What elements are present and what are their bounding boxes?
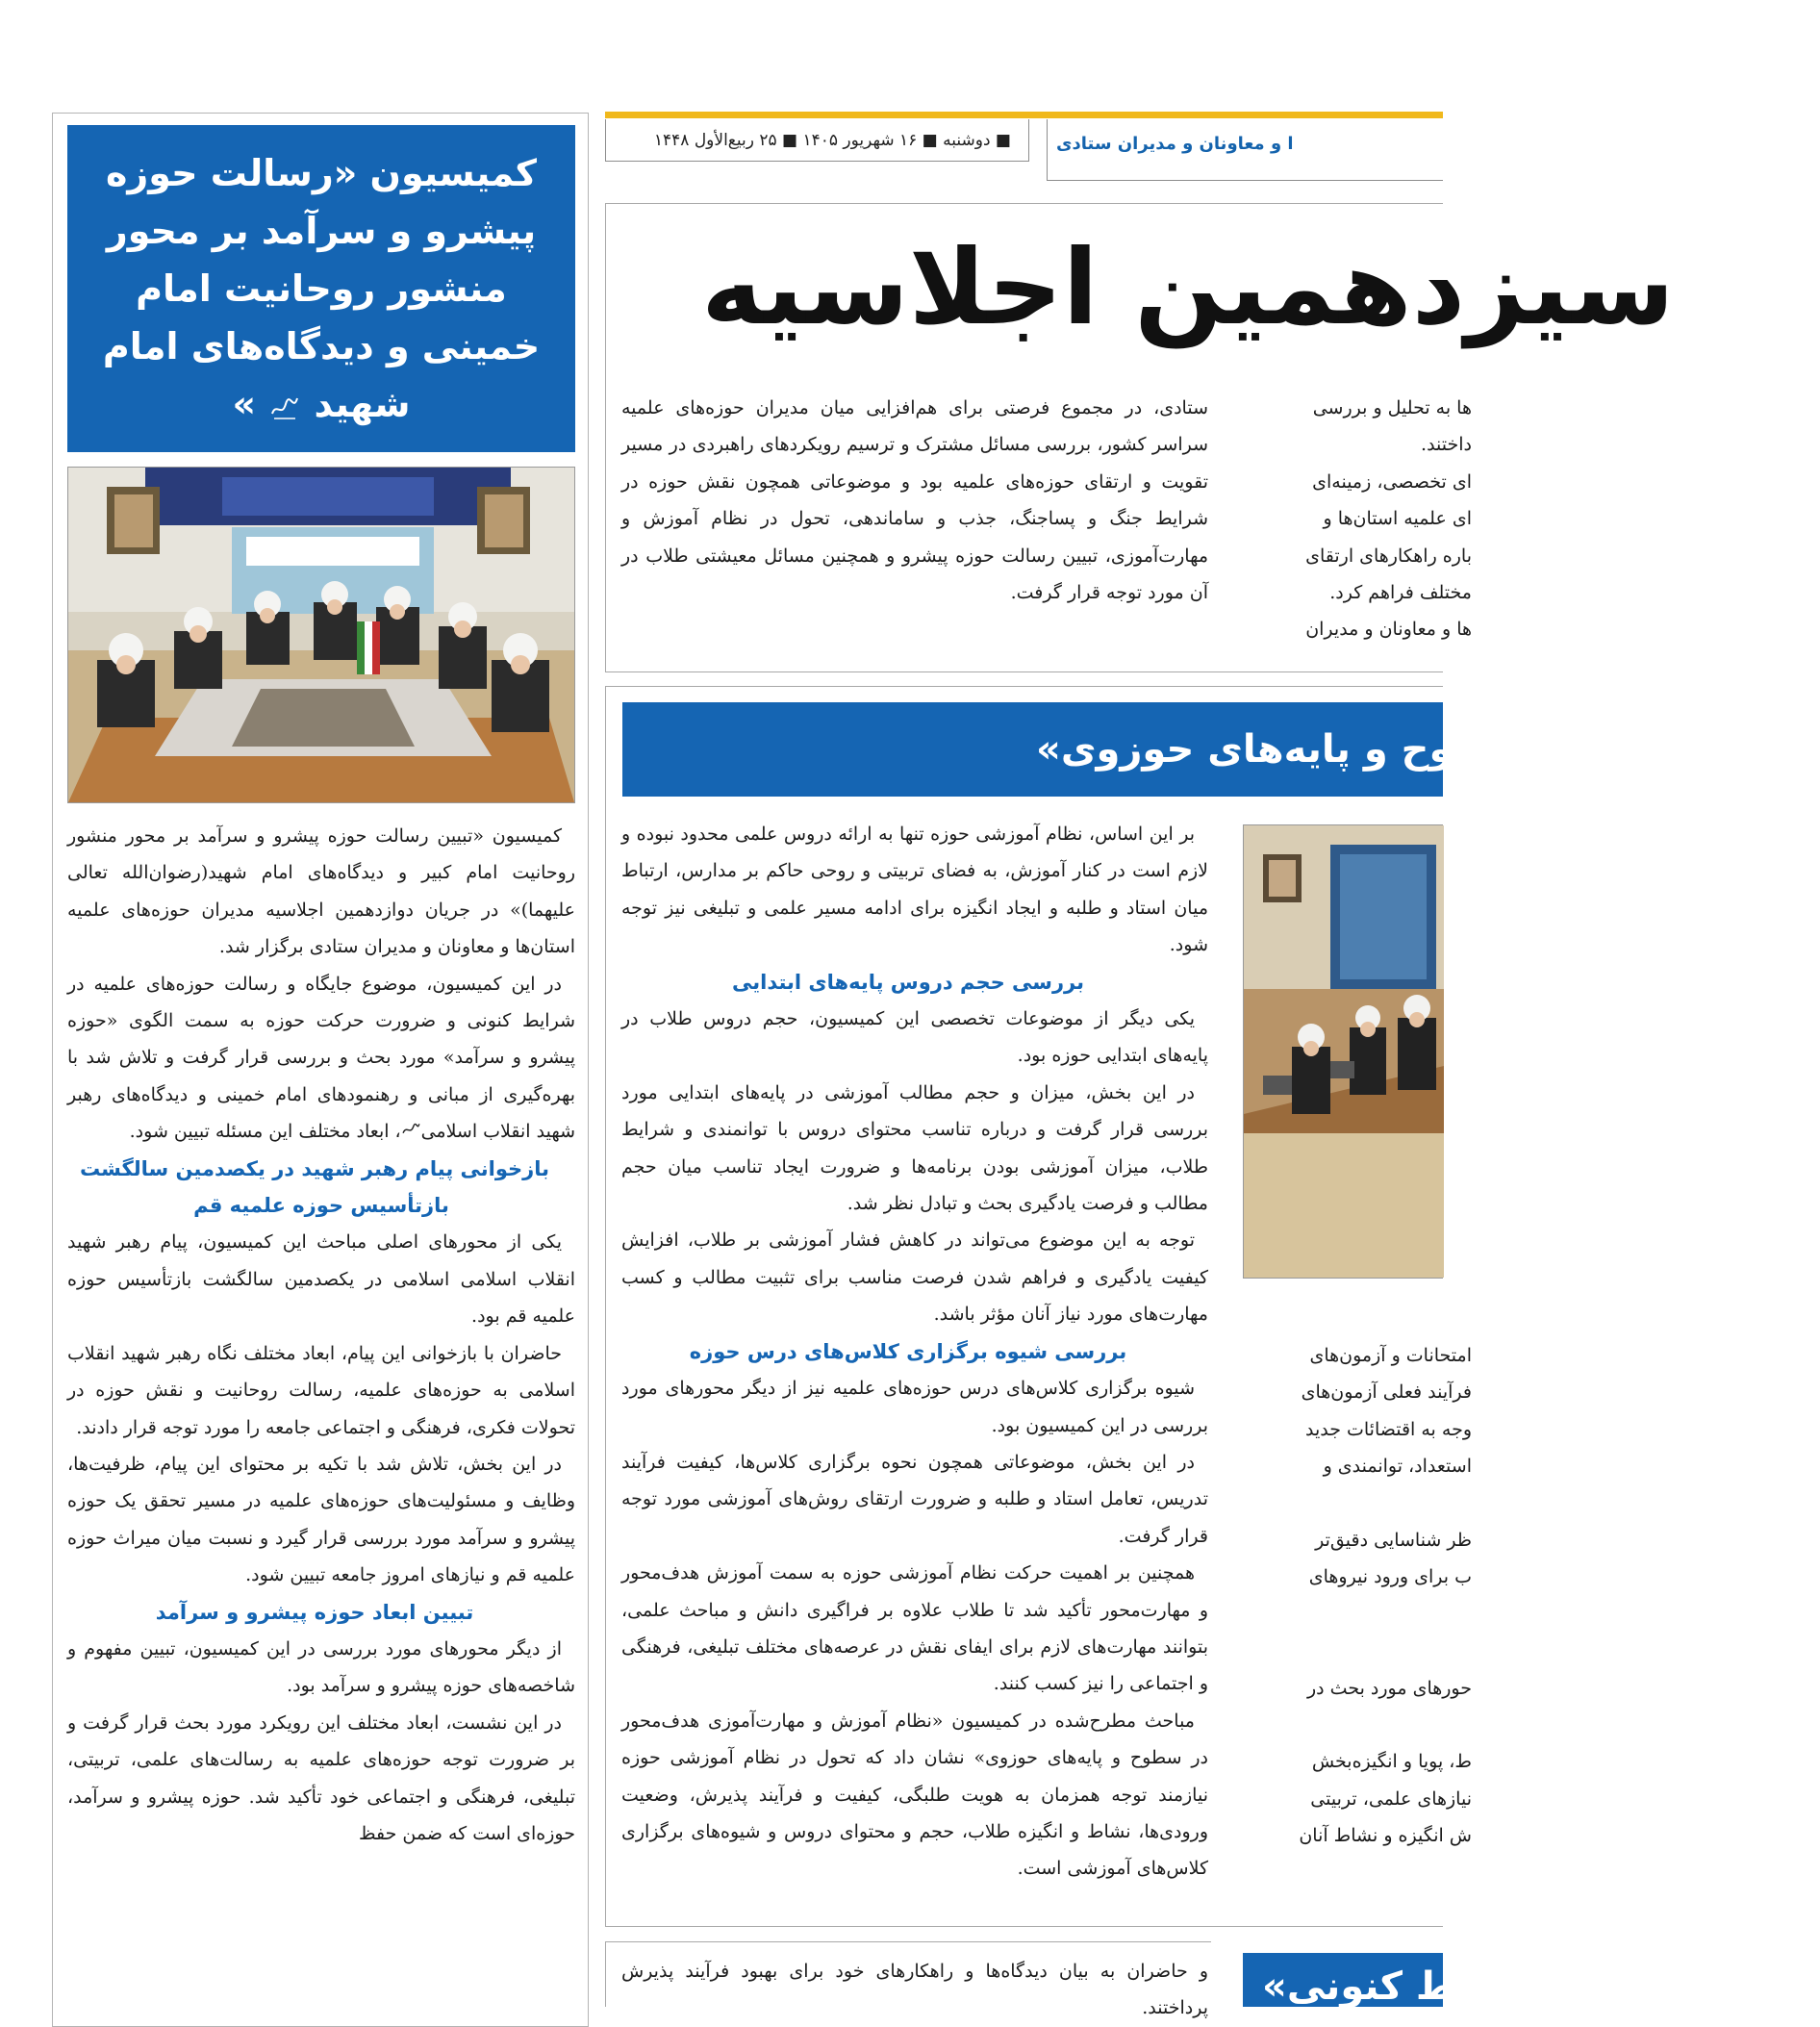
section-2-subhead: بررسی شیوه برگزاری کلاس‌های درس حوزه [689,1339,1127,1363]
meeting-photo-right [1243,824,1443,1279]
bottom-paragraph-wrap [621,1953,1208,2019]
commission-title-end: » [232,383,257,425]
left-paragraph-text: در این کمیسیون، موضوع جایگاه و رسالت حوزه‌های علمیه در شرایط کنونی و ضرورت حرکت حوزه به سمت الگوی «حوزه پیشرو و سرآمد» مورد بحث و بررسی قرار گرفت و تلاش شد با بهره‌گیری از مبانی و رهنمودهای امام خمینی و دیدگاه‌های رهبر شهید انقلاب اسلامی [67,973,575,1143]
section-2-middle-column [621,816,1208,1893]
right-line: باره راهکارهای ارتقای [1305,545,1472,567]
right-line: ای علمیه استان‌ها و [1323,508,1472,530]
section-2-banner [622,702,1554,797]
top-accent-rule [605,112,1443,118]
headline [605,216,1675,361]
honorific-calligraphy-icon [268,393,301,421]
meeting-photo-left-drawing [68,468,574,802]
right-line: حورهای مورد بحث در [1306,1677,1472,1699]
left-article-body [67,818,575,2007]
section-2-subhead: بررسی حجم دروس پایه‌های ابتدایی [731,970,1084,994]
section-2-paragraph: بر این اساس، نظام آموزشی حوزه تنها به ارائه دروس علمی محدود نبوده و لازم است در کنار آموزش، به فضای تربیتی و روحی حاکم بر مدارس، ارتباط میان استاد و طلبه و ایجاد انگیزه برای ادامه مسیر علمی و تبلیغی نیز توجه شود. [621,823,1208,956]
right-line [1241,1596,1472,1633]
section-2-paragraph: شیوه برگزاری کلاس‌های درس حوزه‌های علمیه نیز از دیگر محورهای مورد بررسی در این کمیسیون بود. [621,1378,1208,1436]
bottom-banner-text-wrap [1243,1953,1820,2007]
commission-title-box [67,125,575,452]
right-line [1241,1707,1472,1743]
section-2-banner-text-wrap [622,702,1584,797]
section-2-paragraph: همچنین بر اهمیت حرکت نظام آموزشی حوزه به سمت آموزش هدف‌محور و مهارت‌محور تأکید شد تا طلاب علاوه بر فراگیری دانش و مباحث علمی، بتوانند مهارت‌های لازم برای ایفای نقش در عرصه‌های مختلف تبلیغی، فرهنگی و اجتماعی را نیز کسب کنند. [621,1562,1208,1695]
top-right-column [1241,390,1472,655]
section-2-paragraph: یکی دیگر از موضوعات تخصصی این کمیسیون، حجم دروس طلاب در پایه‌های ابتدایی حوزه بود. [621,1008,1208,1067]
right-line [1241,1485,1472,1522]
left-paragraph: از دیگر محورهای مورد بررسی در این کمیسیون، تبیین مفهوم و شاخصه‌های حوزه پیشرو و سرآمد بود. [67,1637,575,1697]
left-paragraph: در این نشست، ابعاد مختلف این رویکرد مورد بحث قرار گرفت و بر ضرورت توجه حوزه‌های علمیه به رسالت‌های علمی، تربیتی، تبلیغی، فرهنگی و اجتماعی خود تأکید شد. حوزه پیشرو و سرآمد، حوزه‌ای است که ضمن حفظ [67,1711,575,1844]
right-line: ط، پویا و انگیزه‌بخش [1311,1751,1472,1773]
left-paragraph-text: ، ابعاد مختلف این مسئله تبیین شود. [129,1121,401,1143]
left-paragraph: در این بخش، تلاش شد با تکیه بر محتوای این پیام، ظرفیت‌ها، وظایف و مسئولیت‌های حوزه‌های علمیه در مسیر تحقق یک حوزه پیشرو و سرآمد مورد بررسی قرار گیرد و نسبت میان میراث حوزه علمیه قم و نیازهای امروز جامعه تبیین شود. [67,1453,575,1586]
left-paragraph: حاضران با بازخوانی این پیام، ابعاد مختلف نگاه رهبر شهید انقلاب اسلامی به حوزه‌های علمیه، رسالت روحانیت و نقش حوزه در تحولات فکری، فرهنگی و اجتماعی جامعه را مورد توجه قرار دادند. [67,1342,575,1438]
headline-text: سیزدهمین اجلاسیه [701,228,1675,348]
left-paragraph: کمیسیون «تبیین رسالت حوزه پیشرو و سرآمد بر محور منشور روحانیت امام کبیر و دیدگاه‌های امام شهید(رضوان‌الله تعالی علیهما)» در جریان دوازدهمین اجلاسیه مدیران حوزه‌های علمیه استان‌ها و معاونان و مدیران ستادی برگزار شد. [67,825,575,958]
right-line: ها و معاونان و مدیران [1305,619,1472,641]
right-line: ای تخصصی، زمینه‌ای [1312,470,1472,493]
left-subhead: بازخوانی پیام رهبر شهید در یکصدمین سالگشت بازتأسیس حوزه علمیه قم [79,1156,550,1218]
bottom-paragraph: و حاضران به بیان دیدگاه‌ها و راهکارهای خود برای بهبود فرآیند پذیرش پرداختند. [621,1961,1208,2019]
top-middle-column [621,390,1208,655]
section-2-right-column [1241,1337,1472,1857]
section-2-paragraph: توجه به این موضوع می‌تواند در کاهش فشار آموزشی بر طلاب، افزایش کیفیت یادگیری و فراهم شدن فرصت مناسب برای تثبیت مطالب و کسب مهارت‌های مورد نیاز آنان مؤثر باشد. [621,1229,1208,1326]
left-subhead: تبیین ابعاد حوزه پیشرو و سرآمد [155,1600,474,1624]
right-line: ظر شناسایی دقیق‌تر [1315,1530,1472,1552]
meeting-photo-right-drawing [1244,825,1444,1278]
section-2-paragraph: در این بخش، میزان و حجم مطالب آموزشی در پایه‌های ابتدایی مورد بررسی قرار گرفت و درباره تناسب محتوای دروس با توانمندی و شرایط طلاب، میزان آموزشی بودن برنامه‌ها و ضرورت ایجاد تناسب میان حجم مطالب و فرصت یادگیری بحث و تبادل نظر شد. [621,1081,1209,1215]
right-line: وجه به اقتضائات جدید [1304,1418,1472,1440]
seal-emblem-icon [401,1121,421,1137]
section-2-paragraph: مباحث مطرح‌شده در کمیسیون «نظام آموزش و مهارت‌آموزی هدف‌محور در سطوح و پایه‌های حوزوی» نشان داد که تحول در نظام آموزشی حوزه نیازمند توجه همزمان به هویت طلبگی، کیفیت و فرآیند پذیرش، وضعیت ورودی‌ها، نشاط و انگیزه طلاب، حجم و محتوای دروس و شیوه‌های برگزاری کلاس‌های آموزشی است. [621,1710,1208,1880]
date-line: ■ دوشنبه ■ ۱۶ شهریور ۱۴۰۵ ■ ۲۵ ربیع‌الأول ۱۴۴۸ [605,119,1029,162]
left-paragraph: یکی از محورهای اصلی مباحث این کمیسیون، پیام رهبر شهید انقلاب اسلامی اسلامی در یکصدمین سالگشت بازتأسیس حوزه علمیه قم بود. [67,1231,575,1328]
right-line: ها به تحلیل و بررسی [1312,397,1472,418]
right-line: مختلف فراهم کرد. [1329,582,1472,604]
right-line [1241,1633,1472,1669]
header-strip-label: ا و معاونان و مدیران ستادی [1056,134,1294,154]
commission-title-text: کمیسیون «رسالت حوزه پیشرو و سرآمد بر محور منشور روحانیت امام خمینی و دیدگاه‌های امام شهید [102,152,541,425]
bottom-banner-text: شرایط کنونی» [1262,1964,1547,2009]
right-line: ب برای ورود نیروهای [1308,1566,1472,1588]
right-line: استعداد، توانمندی و [1323,1456,1472,1478]
section-2-paragraph: در این بخش، موضوعاتی همچون نحوه برگزاری کلاس‌ها، کیفیت فرآیند تدریس، تعامل استاد و طلبه و ضرورت ارتقای روش‌های آموزشی مورد توجه قرار گرفت. [621,1451,1208,1547]
right-line: ش انگیزه و نشاط آنان [1299,1825,1472,1847]
section-2-banner-text: «سطوح و پایه‌های حوزوی» [1036,727,1554,772]
right-line: فرآیند فعلی آزمون‌های [1301,1381,1472,1404]
bottom-banner [1243,1953,1547,2009]
meeting-photo-left [67,467,575,803]
left-paragraph [67,966,575,1151]
right-line: نیازهای علمی، تربیتی [1310,1787,1472,1810]
right-line: امتحانات و آزمون‌های [1309,1345,1472,1366]
right-line: داختند. [1421,434,1472,456]
top-middle-paragraph: ستادی، در مجموع فرصتی برای هم‌افزایی میان مدیران حوزه‌های علمیه سراسر کشور، بررسی مسائل مشترک و ترسیم رویکردهای راهبردی در مسیر تقویت و ارتقای حوزه‌های علمیه بود و موضوعاتی همچون نقش حوزه در شرایط جنگ و پساجنگ، جذب و ساماندهی، تحول در نظام آموزش و مهارت‌آموزی، تبیین رسالت حوزه پیشرو و همچنین مسائل معیشتی طلاب در آن مورد توجه قرار گرفت. [621,397,1208,604]
commission-title [67,144,575,433]
